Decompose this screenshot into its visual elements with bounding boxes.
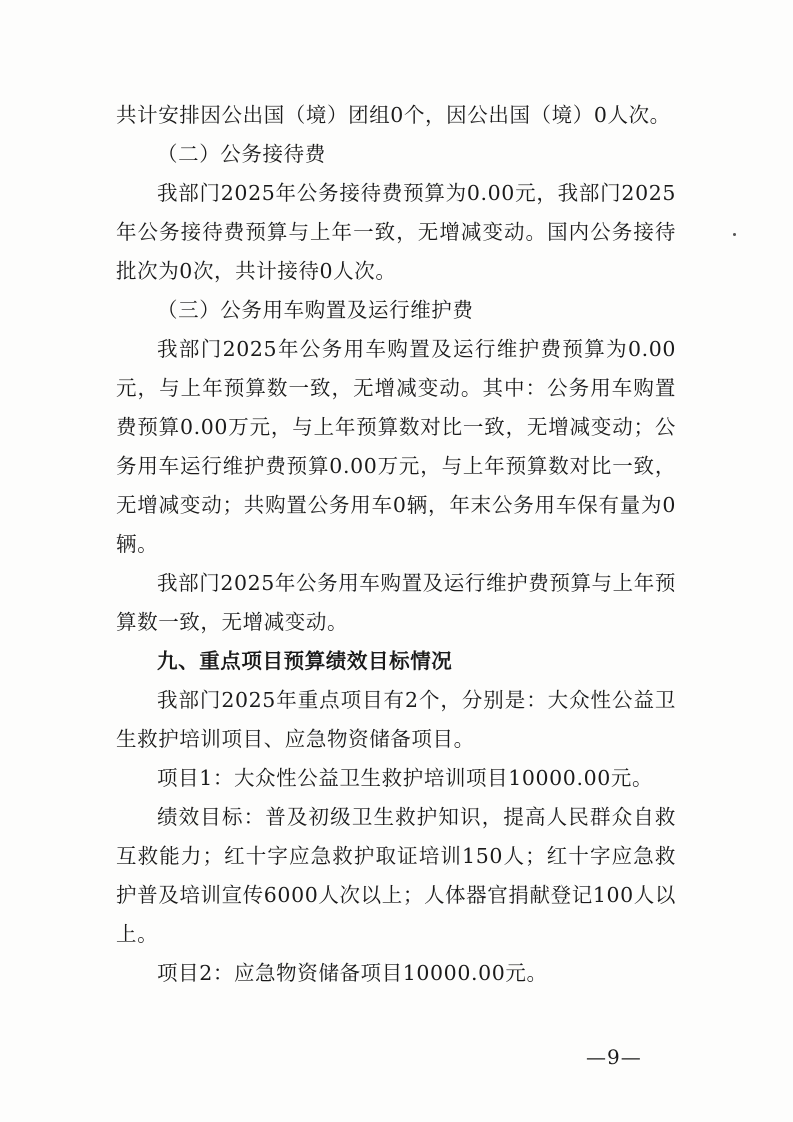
section-heading-performance: 九、重点项目预算绩效目标情况: [157, 649, 453, 673]
paragraph-vehicles: 我部门2025年公务用车购置及运行维护费预算为0.00元，与上年预算数一致，无增减变动。其中：公务用车购置费预算0.00万元，与上年预算数对比一致，无增减变动；公务用车运行维护费预算0.00万元，与上年预算数对比一致，无增减变动；共购置公务用车0辆，年末公务用车保有量为0辆。: [116, 337, 676, 556]
paragraph-continuation: 共计安排因公出国（境）团组0个，因公出国（境）0人次。: [116, 103, 671, 127]
paragraph-reception: 我部门2025年公务接待费预算为0.00元，我部门2025年公务接待费预算与上年一致，无增减变动。国内公务接待批次为0次，共计接待0人次。: [116, 181, 676, 283]
scan-speck: [733, 233, 736, 236]
paragraph-vehicles-summary: 我部门2025年公务用车购置及运行维护费预算与上年预算数一致，无增减变动。: [116, 571, 676, 634]
section-heading-reception: （二）公务接待费: [157, 142, 326, 166]
paragraph-key-projects: 我部门2025年重点项目有2个，分别是：大众性公益卫生救护培训项目、应急物资储备项目。: [116, 688, 676, 751]
paragraph-project-1: 项目1：大众性公益卫生救护培训项目10000.00元。: [157, 766, 654, 790]
page-number: —9—: [586, 1045, 642, 1069]
paragraph-performance-goals: 绩效目标：普及初级卫生救护知识，提高人民群众自救互救能力；红十字应急救护取证培训150人；红十字应急救护普及培训宣传6000人次以上；人体器官捐献登记100人以上。: [116, 805, 676, 946]
paragraph-project-2: 项目2：应急物资储备项目10000.00元。: [157, 961, 548, 985]
section-heading-vehicles: （三）公务用车购置及运行维护费: [157, 298, 474, 322]
document-body: [116, 96, 676, 993]
